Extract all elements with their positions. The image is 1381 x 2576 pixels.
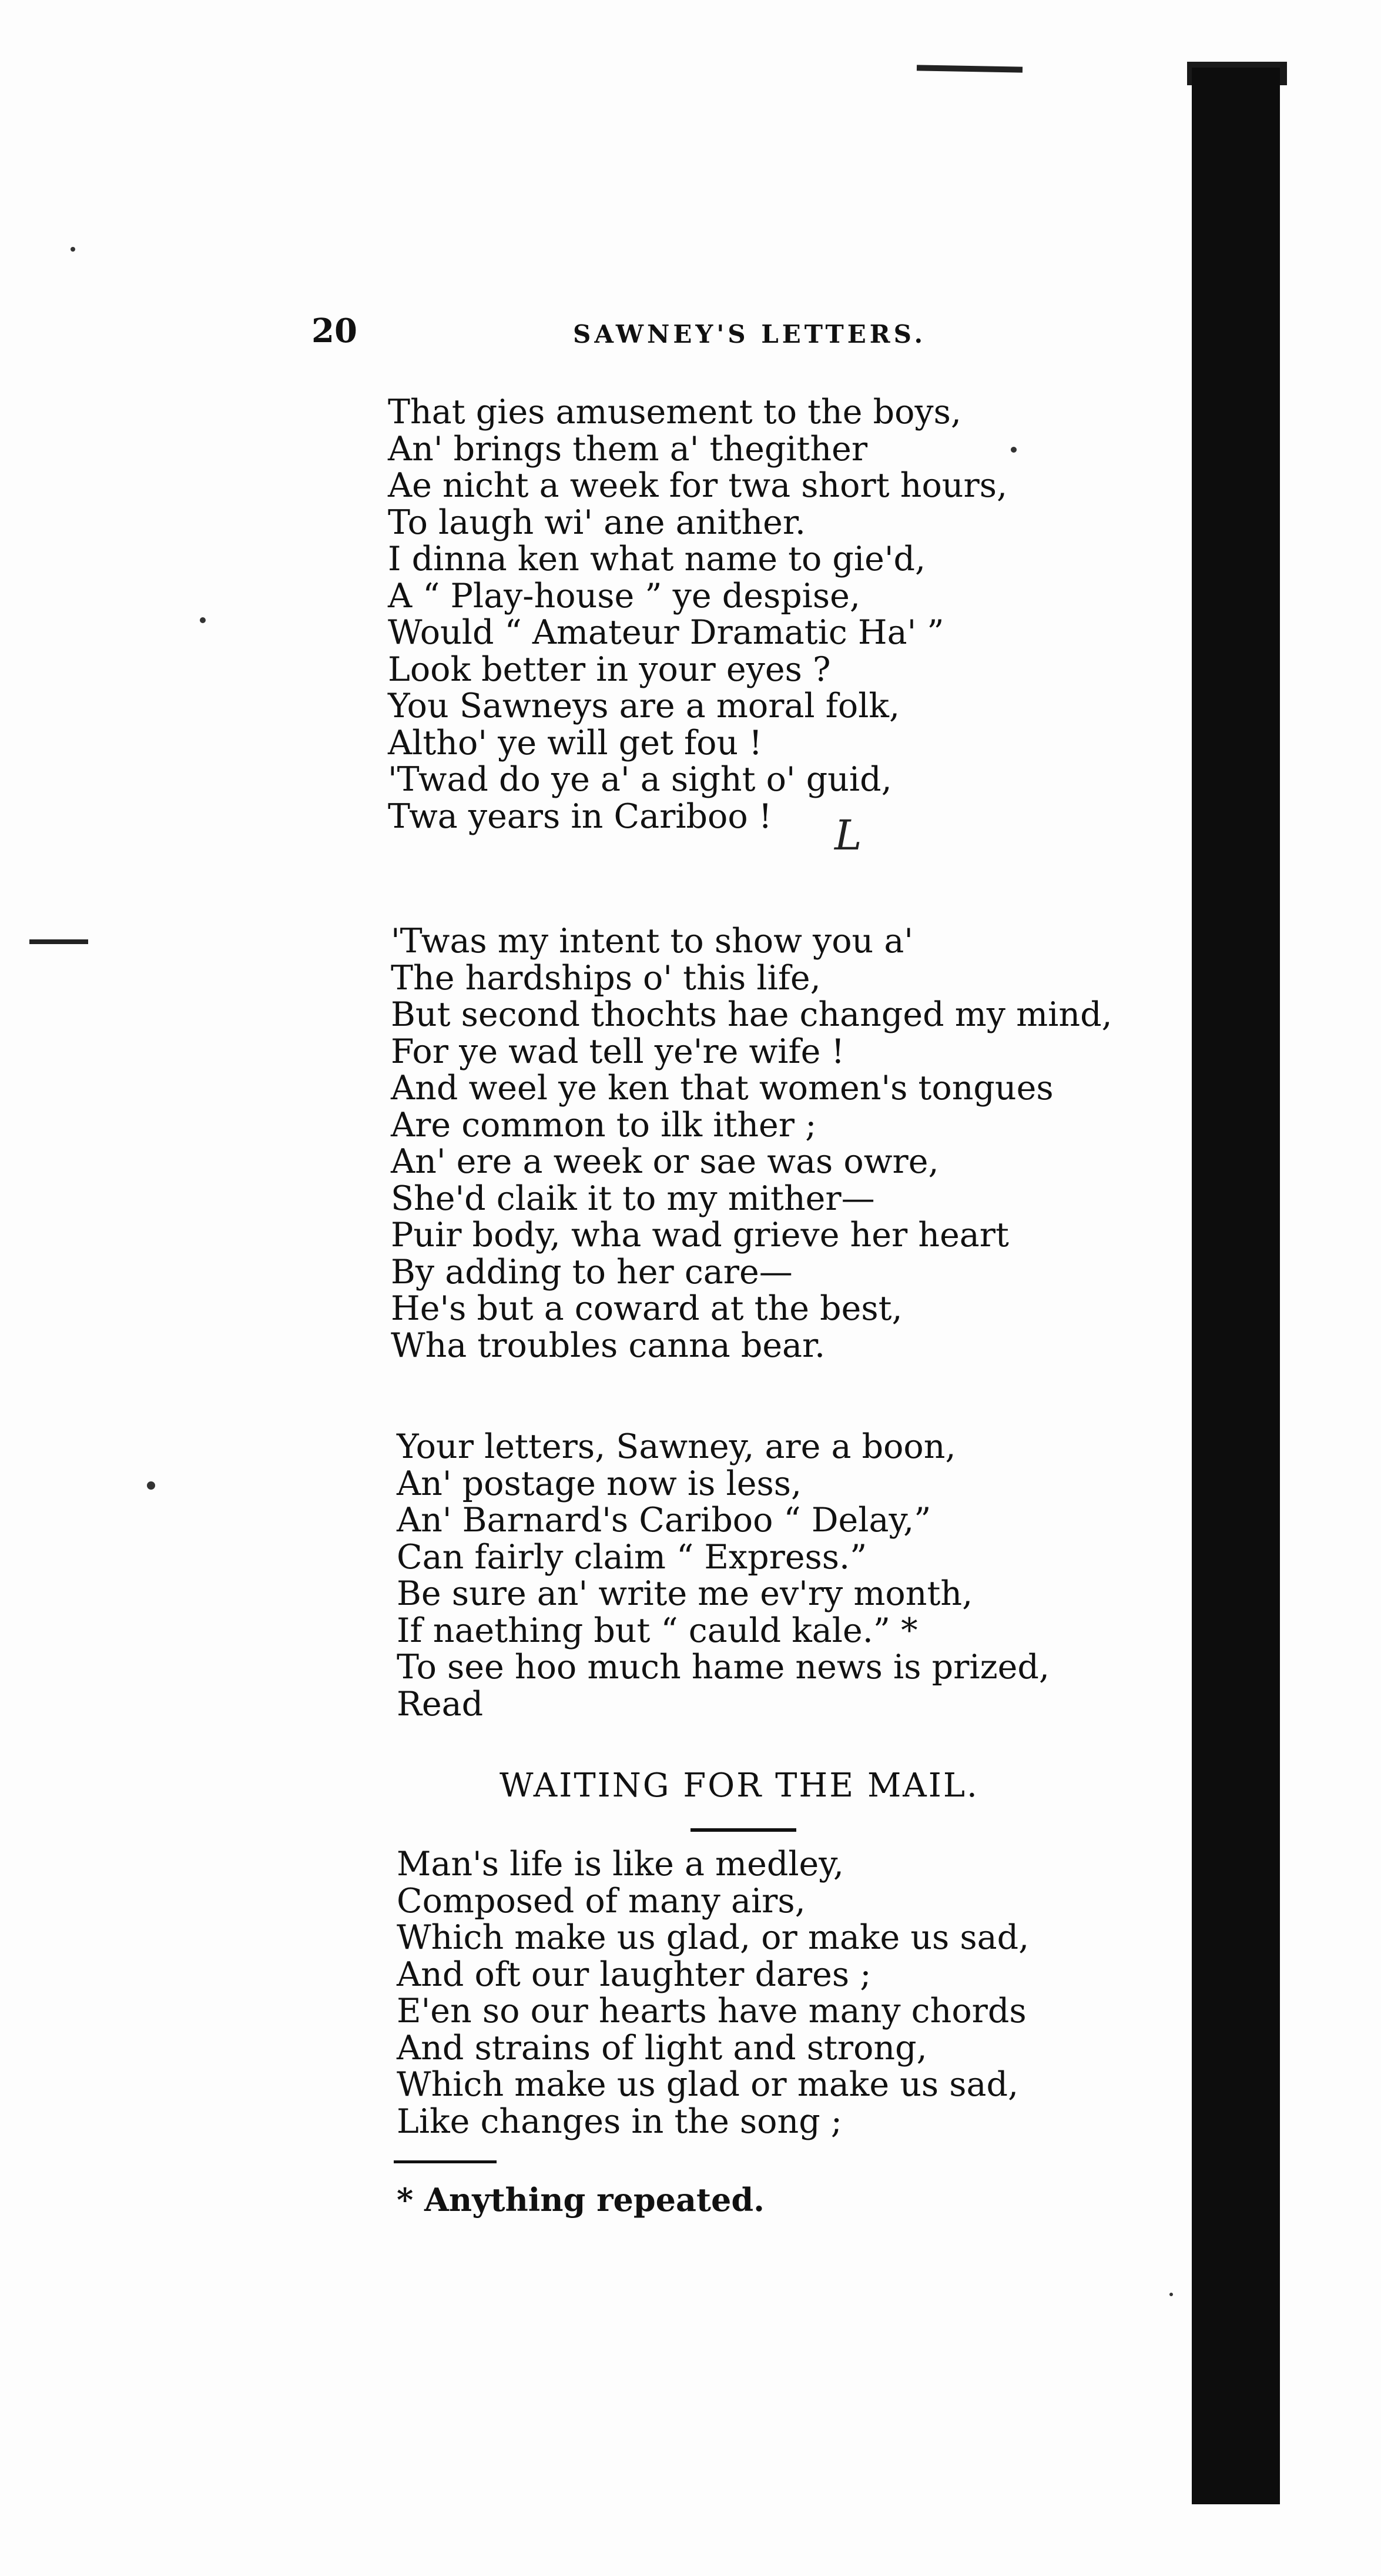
running-head: SAWNEY'S LETTERS. <box>573 320 927 349</box>
verse-line: A “ Play-house ” ye despise, <box>388 576 861 615</box>
scan-speck <box>147 1481 155 1490</box>
verse-line: Which make us glad, or make us sad, <box>397 1918 1030 1957</box>
verse-line: But second thochts hae changed my mind, <box>391 995 1112 1034</box>
verse-line: Composed of many airs, <box>397 1881 806 1921</box>
verse-line: Like changes in the song ; <box>397 2102 843 2141</box>
verse-line: Puir body, wha wad grieve her heart <box>391 1216 1009 1254</box>
stanza-3 <box>397 1428 1161 1722</box>
verse-line: Read <box>397 1684 484 1724</box>
verse-line: An' postage now is less, <box>397 1464 802 1503</box>
verse-line: You Sawneys are a moral folk, <box>388 687 900 725</box>
footnote: * Anything repeated. <box>397 2181 765 2219</box>
verse-line: By adding to her care— <box>391 1252 793 1292</box>
verse-line: An' brings them a' thegither <box>388 429 868 469</box>
verse-line: And strains of light and strong, <box>397 2028 927 2068</box>
scan-mark-left <box>29 939 88 944</box>
scan-speck <box>71 247 75 252</box>
stanza-2 <box>391 923 1155 1364</box>
binding-spine <box>1192 68 1280 2504</box>
verse-line: And weel ye ken that women's tongues <box>391 1069 1054 1108</box>
verse-line: She'd claik it to my mither— <box>391 1179 875 1218</box>
verse-line: Be sure an' write me ev'ry month, <box>397 1574 973 1613</box>
verse-line: Man's life is like a medley, <box>397 1845 844 1884</box>
verse-line: To laugh wi' ane anither. <box>388 503 806 542</box>
stanza-1 <box>388 394 1152 835</box>
stanza-4 <box>397 1846 1161 2140</box>
verse-line: To see hoo much hame news is prized, <box>397 1648 1050 1687</box>
verse-line: Twa years in Cariboo ! <box>388 797 772 836</box>
verse-line: 'Twas my intent to show you a' <box>391 922 914 961</box>
verse-line: Wha troubles canna bear. <box>391 1326 826 1365</box>
verse-line: Ae nicht a week for twa short hours, <box>388 466 1008 505</box>
verse-line: He's but a coward at the best, <box>391 1289 903 1328</box>
verse-line: Altho' ye will get fou ! <box>388 723 763 762</box>
scan-mark-top <box>917 65 1023 72</box>
verse-line: Your letters, Sawney, are a boon, <box>397 1427 956 1466</box>
verse-line: And oft our laughter dares ; <box>397 1955 871 1994</box>
verse-line: An' ere a week or sae was owre, <box>391 1142 939 1181</box>
verse-line: If naething but “ cauld kale.” * <box>397 1611 918 1650</box>
verse-line: E'en so our hearts have many chords <box>397 1992 1027 2030</box>
verse-line: Look better in your eyes ? <box>388 650 831 689</box>
title-rule <box>690 1828 796 1832</box>
verse-line: Which make us glad or make us sad, <box>397 2065 1019 2104</box>
page-number: 20 <box>311 312 357 350</box>
verse-line: Would “ Amateur Dramatic Ha' ” <box>388 613 944 652</box>
verse-line: For ye wad tell ye're wife ! <box>391 1032 845 1071</box>
poem-title: WAITING FOR THE MAIL. <box>500 1767 979 1805</box>
verse-line: I dinna ken what name to gie'd, <box>388 540 926 578</box>
page-header <box>0 312 1175 359</box>
verse-line: That gies amusement to the boys, <box>388 393 961 431</box>
scan-speck <box>200 617 206 623</box>
handwritten-mark: L <box>834 811 862 859</box>
verse-line: Can fairly claim “ Express.” <box>397 1537 867 1577</box>
footnote-rule <box>394 2160 497 2163</box>
verse-line: An' Barnard's Cariboo “ Delay,” <box>397 1501 931 1540</box>
verse-line: The hardships o' this life, <box>391 958 821 998</box>
verse-line: Are common to ilk ither ; <box>391 1105 817 1145</box>
scan-speck <box>1169 2293 1173 2296</box>
verse-line: 'Twad do ye a' a sight o' guid, <box>388 760 892 799</box>
scan-speck <box>1011 447 1017 453</box>
